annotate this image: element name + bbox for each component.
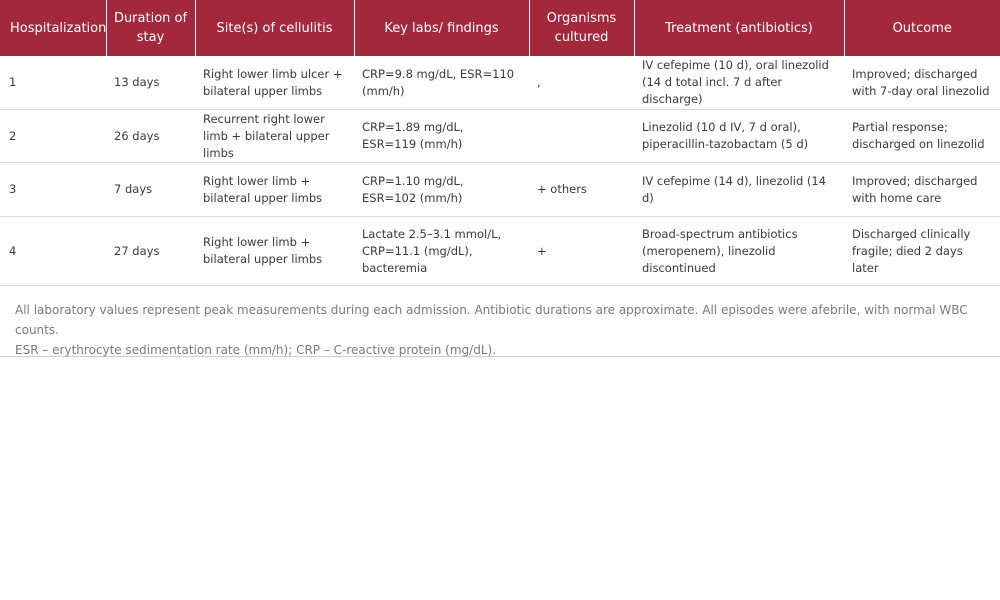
header-row <box>0 0 1000 56</box>
table-header <box>0 0 1000 56</box>
cell-labs: CRP=1.10 mg/dL, ESR=102 (mm/h) <box>354 163 529 217</box>
cell-duration: 27 days <box>106 217 195 286</box>
cell-duration: 13 days <box>106 56 195 110</box>
column-header-hospitalization: Hospitalization <box>0 0 106 56</box>
cell-outcome: Improved; discharged with home care <box>844 163 1000 217</box>
cell-hospitalization: 2 <box>0 110 106 163</box>
cell-hospitalization: 1 <box>0 56 106 110</box>
cell-treatment: IV cefepime (10 d), oral linezolid (14 d total incl. 7 d after discharge) <box>634 56 844 110</box>
cell-outcome: Discharged clinically fragile; died 2 days later <box>844 217 1000 286</box>
column-header-site: Site(s) of cellulitis <box>195 0 354 56</box>
cell-treatment: IV cefepime (14 d), linezolid (14 d) <box>634 163 844 217</box>
cell-labs: Lactate 2.5–3.1 mmol/L, CRP=11.1 (mg/dL), bacteremia <box>354 217 529 286</box>
cell-site: Recurrent right lower limb + bilateral upper limbs <box>195 110 354 163</box>
cell-site: Right lower limb + bilateral upper limbs <box>195 217 354 286</box>
column-header-organisms: Organisms cultured <box>529 0 634 56</box>
cell-treatment: Linezolid (10 d IV, 7 d oral), piperacillin-tazobactam (5 d) <box>634 110 844 163</box>
cell-hospitalization: 4 <box>0 217 106 286</box>
table-row <box>0 163 1000 217</box>
cell-organisms: + others <box>529 163 634 217</box>
cell-organisms: + <box>529 217 634 286</box>
cell-site: Right lower limb ulcer + bilateral upper limbs <box>195 56 354 110</box>
footnote-line-1: All laboratory values represent peak measurements during each admission. Antibiotic durations are approximate. All episodes were afebrile, with normal WBC counts. <box>15 303 968 337</box>
column-header-outcome: Outcome <box>844 0 1000 56</box>
table-footnote <box>0 286 1000 357</box>
table-row <box>0 217 1000 286</box>
hospitalization-table <box>0 0 1000 286</box>
cell-outcome: Improved; discharged with 7-day oral linezolid <box>844 56 1000 110</box>
table-row <box>0 110 1000 163</box>
cell-duration: 26 days <box>106 110 195 163</box>
cell-site: Right lower limb + bilateral upper limbs <box>195 163 354 217</box>
cell-treatment: Broad-spectrum antibiotics (meropenem), linezolid discontinued <box>634 217 844 286</box>
cell-organisms: , <box>529 56 634 110</box>
cell-labs: CRP=1.89 mg/dL, ESR=119 (mm/h) <box>354 110 529 163</box>
table-body <box>0 56 1000 286</box>
cell-organisms <box>529 110 634 163</box>
column-header-treatment: Treatment (antibiotics) <box>634 0 844 56</box>
table-row <box>0 56 1000 110</box>
cell-duration: 7 days <box>106 163 195 217</box>
column-header-duration: Duration of stay <box>106 0 195 56</box>
cell-labs: CRP=9.8 mg/dL, ESR=110 (mm/h) <box>354 56 529 110</box>
cell-hospitalization: 3 <box>0 163 106 217</box>
cell-outcome: Partial response; discharged on linezolid <box>844 110 1000 163</box>
column-header-labs: Key labs/ findings <box>354 0 529 56</box>
footnote-line-2: ESR – erythrocyte sedimentation rate (mm/h); CRP – C-reactive protein (mg/dL). <box>15 343 497 357</box>
